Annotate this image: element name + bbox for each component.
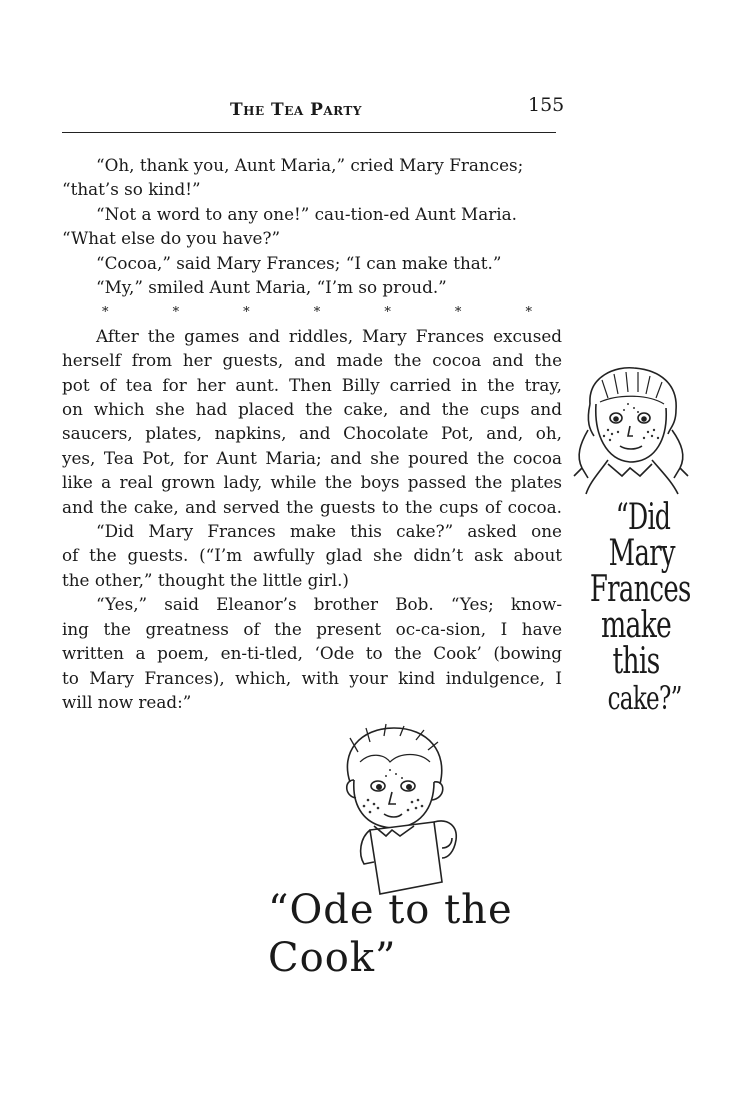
text-line: to Mary Frances), which, with your kind indulgence, I: [62, 667, 562, 688]
star: *: [243, 305, 250, 321]
star: *: [525, 305, 532, 321]
text-line: and the cake, and served the guests to the cups of cocoa.: [62, 496, 562, 517]
text-line: the other,” thought the little girl.): [62, 569, 349, 590]
side-caption-line: Frances: [589, 569, 691, 610]
text-line: herself from her guests, and made the cocoa and the: [62, 350, 562, 371]
star: *: [102, 305, 109, 321]
side-caption-line: “Did: [615, 497, 671, 538]
text-line: “Yes,” said Eleanor’s brother Bob. “Yes; know-: [96, 594, 562, 615]
body-text: [62, 153, 562, 714]
text-line: on which she had placed the cake, and the cups and: [62, 399, 562, 420]
ode-to-the-cook-caption: “Ode to the Cook”: [268, 887, 513, 981]
section-break-stars: [62, 299, 562, 323]
text-line: like a real grown lady, while the boys passed the plates: [62, 472, 562, 493]
star: *: [313, 305, 321, 321]
header-rule: [62, 132, 556, 133]
text-line: written a poem, en-ti-tled, ‘Ode to the Cook’ (bowing: [62, 643, 562, 664]
star: *: [384, 305, 391, 321]
side-caption-line: cake?”: [607, 679, 682, 717]
star: *: [172, 305, 180, 321]
text-line: will now read:”: [62, 691, 192, 712]
side-caption-line: Mary: [608, 533, 675, 574]
text-line: “Did Mary Frances make this cake?” asked one: [96, 521, 562, 542]
text-line: “What else do you have?”: [62, 228, 281, 249]
girl-face-illustration: [568, 364, 694, 504]
text-line: yes, Tea Pot, for Aunt Maria; and she poured the cocoa: [62, 447, 562, 468]
page-number: 155: [528, 94, 565, 116]
text-line: ing the greatness of the present oc-ca-sion, I have: [62, 618, 562, 639]
star: *: [454, 305, 462, 321]
text-line: After the games and riddles, Mary Frances excused: [96, 325, 562, 346]
text-line: “Oh, thank you, Aunt Maria,” cried Mary Frances;: [96, 155, 524, 175]
text-line: “that’s so kind!”: [62, 179, 201, 200]
text-line: saucers, plates, napkins, and Chocolate Pot, and, oh,: [62, 423, 562, 444]
side-caption-line: make this: [600, 605, 672, 682]
text-line: pot of tea for her aunt. Then Billy carried in the tray,: [62, 374, 562, 395]
running-header-title: The Tea Party: [230, 100, 362, 120]
text-line: “My,” smiled Aunt Maria, “I’m so proud.”: [96, 277, 447, 298]
boy-reading-illustration: [330, 722, 490, 900]
text-line: “Cocoa,” said Mary Frances; “I can make that.”: [96, 252, 502, 273]
text-line: of the guests. (“I’m awfully glad she didn’t ask about: [62, 545, 562, 566]
text-line: “Not a word to any one!” cau-tion-ed Aunt Maria.: [96, 203, 517, 224]
side-caption: [572, 497, 700, 717]
